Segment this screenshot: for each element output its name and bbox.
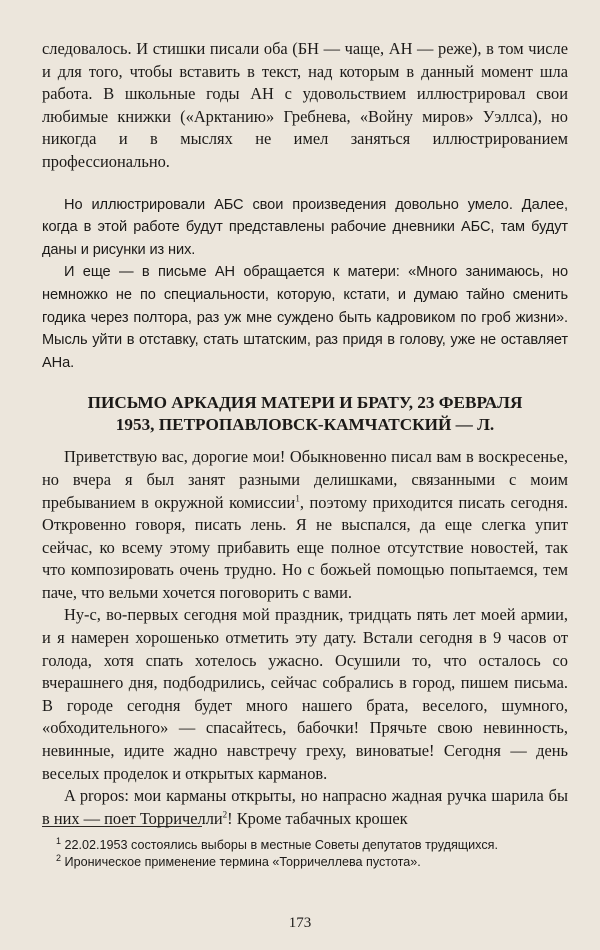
letter-heading-line-1: ПИСЬМО АРКАДИЯ МАТЕРИ И БРАТУ, 23 ФЕВРАЛЯ [87, 393, 523, 413]
footnote-ref-1: 1 [295, 493, 300, 504]
intro-paragraph: следовалось. И стишки писали оба (БН — чаще, АН — реже), в том числе и для того, чтобы вставить в текст, над которым в данный момент шла работа. В школьные годы АН с удовольствием иллюстрировал свои любимые книжки («Арктанию» Гребнева, «Войну миров» Уэллса), но никогда и в мыслях не имел заняться иллюстрированием профессионально. [42, 39, 568, 171]
letter-paragraph-3 [42, 785, 568, 830]
letter-paragraph-2: Ну-с, во-первых сегодня мой праздник, тридцать пять лет моей армии, и я намерен хорошенько отметить эту дату. Встали сегодня в 9 часов от голода, хотя спать хотелось ужасно. Осушили то, что осталось со вчерашнего дня, подбодрились, сейчас собрались в город, пишем письма. В городе сегодня будет много нашего брата, веселого, шумного, «обходительного» — спасайтесь, бабочки! Прячьте свою невинность, невинные, идите жадно навстречу греху, виноватые! Сегодня — день веселых проделок и открытых карманов. [42, 605, 568, 783]
footnote-ref-2: 2 [222, 809, 228, 820]
letter-heading-line-2: 1953, ПЕТРОПАВЛОВСК-КАМЧАТСКИЙ — Л. [115, 415, 495, 435]
page-number: 173 [288, 915, 312, 931]
footnote-divider [42, 826, 202, 827]
letter-paragraph-1-text-a: Приветствую вас, дорогие мои! Обыкновенно писал вам в воскресенье, но вчера я был занят разными делишками, связанными с моим пребыванием в окружной комиссии [42, 447, 568, 512]
letter-paragraph-1-text-b: , поэтому приходится писать сегодня. Откровенно говоря, писать лень. Я не выспался, да еще слегка упит сейчас, ко всему этому прибавить еще полное отсутствие новостей, так что композировать очень трудно. Но с божьей помощью попытаемся, тем паче, что вельми хочется поговорить с вами. [42, 492, 569, 602]
commentary-paragraph-2: И еще — в письме АН обращается к матери: «Много занимаюсь, но немножко не по специальности, которую, кстати, и думаю тайно сменить годика через полтора, раз уж мне суждено быть кадровиком по гроб жизни». Мысль уйти в отставку, стать штатским, раз придя в голову, уже не оставляет АНа. [42, 264, 568, 371]
commentary-paragraph-1: Но иллюстрировали АБС свои произведения довольно умело. Далее, когда в этой работе будут представлены рабочие дневники АБС, там будут даны и рисунки из них. [42, 196, 568, 258]
footnote-1 [42, 837, 568, 854]
letter-paragraph-3-text-b: ! Кроме табачных крошек [227, 808, 408, 828]
footnote-2-mark: 2 [56, 852, 62, 863]
footnote-1-text: 22.02.1953 состоялись выборы в местные Советы депутатов трудящихся. [61, 838, 498, 852]
letter-heading [42, 392, 568, 436]
letter-paragraph-1 [42, 446, 568, 604]
footnote-1-mark: 1 [56, 835, 62, 846]
footnote-2 [42, 854, 568, 871]
letter-paragraph-3-text-a: A propos: мои карманы открыты, но напрасно жадная ручка шарила бы в них — поет Торричелли [42, 786, 568, 828]
footnote-2-text: Ироническое применение термина «Торричеллева пустота». [61, 855, 421, 869]
footnotes-section [42, 826, 568, 871]
